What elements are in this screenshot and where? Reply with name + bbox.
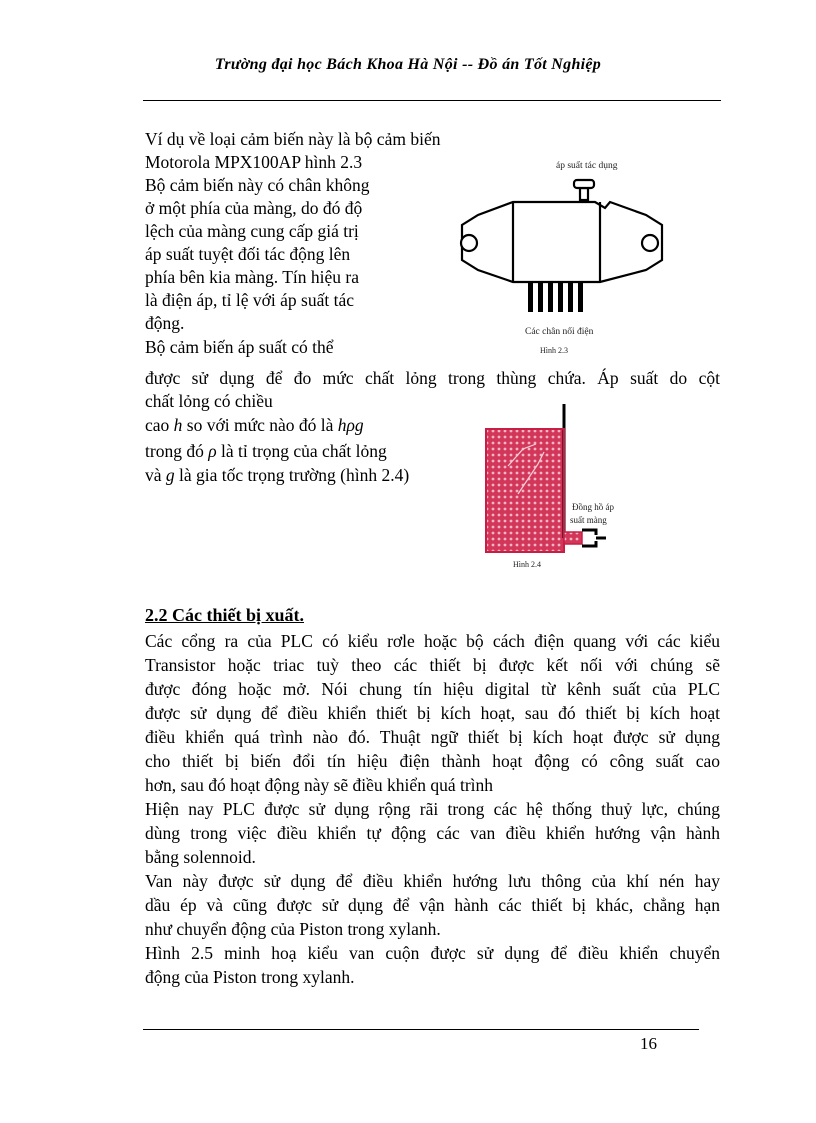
paragraph-1-line: được đóng hoặc mở. Nói chung tín hiệu digital từ kênh suất của PLC: [145, 679, 720, 699]
intro-line: Bộ cảm biến áp suất có thể: [145, 337, 334, 357]
paragraph-1-line: cho thiết bị biến đổi tín hiệu điện thành hoạt động có công suất cao: [145, 751, 720, 771]
intro-line: lệch của màng cung cấp giá trị: [145, 221, 359, 241]
intro-full-line: được sử dụng để đo mức chất lỏng trong thùng chứa. Áp suất do cột: [145, 368, 720, 388]
sensor-pins: [528, 282, 583, 312]
paragraph-3-line: như chuyển động của Piston trong xylanh.: [145, 919, 441, 939]
paragraph-1-line: được sử dụng để điều khiển thiết bị kích hoạt, sau đó thiết bị kích hoạt: [145, 703, 720, 723]
paragraph-4-line: động của Piston trong xylanh.: [145, 967, 355, 987]
paragraph-3-line: Van này được sử dụng để điều khiển hướng lưu thông của khí nén hay: [145, 871, 720, 891]
paragraph-2-line: Hiện nay PLC được sử dụng rộng rãi trong các hệ thống thuỷ lực, chúng: [145, 799, 720, 819]
page-number: 16: [640, 1034, 657, 1053]
intro-line: Ví dụ về loại cảm biến này là bộ cảm biến: [145, 129, 441, 149]
paragraph-2-line: dùng trong việc điều khiển tự động các van điều khiển hướng vận hành: [145, 823, 720, 843]
paragraph-1-line: Các cổng ra của PLC có kiểu rơle hoặc bộ cách điện quang với các kiểu: [145, 631, 720, 651]
paragraph-1-line: điều khiển quá trình nào đó. Thuật ngữ thiết bị kích hoạt được sử dụng: [145, 727, 720, 747]
figure-liquid-tank: [478, 404, 618, 556]
intro-line: chất lỏng có chiều: [145, 391, 273, 411]
figure-2-3-pins-label: Các chân nối điện: [525, 327, 594, 337]
intro-line: động.: [145, 313, 185, 333]
figure-pressure-sensor: [450, 170, 680, 320]
intro-line: Motorola MPX100AP hình 2.3: [145, 152, 363, 172]
header-rule: [143, 100, 721, 101]
sensor-mount-hole-left: [461, 235, 477, 251]
sensor-mount-hole-right: [642, 235, 658, 251]
figure-2-4-caption: Hình 2.4: [513, 560, 541, 569]
intro-line: là điện áp, tỉ lệ với áp suất tác: [145, 290, 354, 310]
gauge-label-line-1: Đồng hồ áp: [572, 502, 614, 512]
paragraph-1-line: hơn, sau đó hoạt động này sẽ điều khiển quá trình: [145, 775, 494, 795]
paragraph-2-line: bằng solennoid.: [145, 847, 256, 867]
intro-line-h: cao h so với mức nào đó là hρg: [145, 415, 364, 435]
intro-line: ở một phía của màng, do đó độ: [145, 198, 363, 218]
section-heading: 2.2 Các thiết bị xuất.: [145, 605, 304, 625]
pressure-gauge: [582, 530, 606, 546]
intro-line-g: và g là gia tốc trọng trường (hình 2.4): [145, 465, 410, 485]
footer-rule: [143, 1029, 699, 1030]
paragraph-1-line: Transistor hoặc triac tuỳ theo các thiết bị được kết nối với chúng sẽ: [145, 655, 720, 675]
intro-line: áp suất tuyệt đối tác động lên: [145, 244, 351, 264]
gauge-label-line-2: suất màng: [570, 515, 607, 525]
intro-line-rho: trong đó ρ là tỉ trọng của chất lỏng: [145, 441, 387, 461]
figure-2-3-top-label: áp suất tác dụng: [556, 161, 618, 171]
figure-2-3-caption: Hình 2.3: [540, 346, 568, 355]
paragraph-3-line: dầu ép và cũng được sử dụng để vận hành các thiết bị khác, chẳng hạn: [145, 895, 720, 915]
intro-line: phía bên kia màng. Tín hiệu ra: [145, 267, 359, 287]
paragraph-4-line: Hình 2.5 minh hoạ kiểu van cuộn được sử dụng để điều khiển chuyển: [145, 943, 720, 963]
tank-liquid: [486, 429, 564, 552]
page-header-title: Trường đại học Bách Khoa Hà Nội -- Đồ án Tốt Nghiệp: [214, 56, 602, 73]
sensor-body: [462, 202, 662, 282]
gauge-pipe: [564, 532, 582, 544]
sensor-port-stem: [580, 188, 588, 200]
intro-line: Bộ cảm biến này có chân không: [145, 175, 370, 195]
sensor-port-cap: [574, 180, 594, 188]
